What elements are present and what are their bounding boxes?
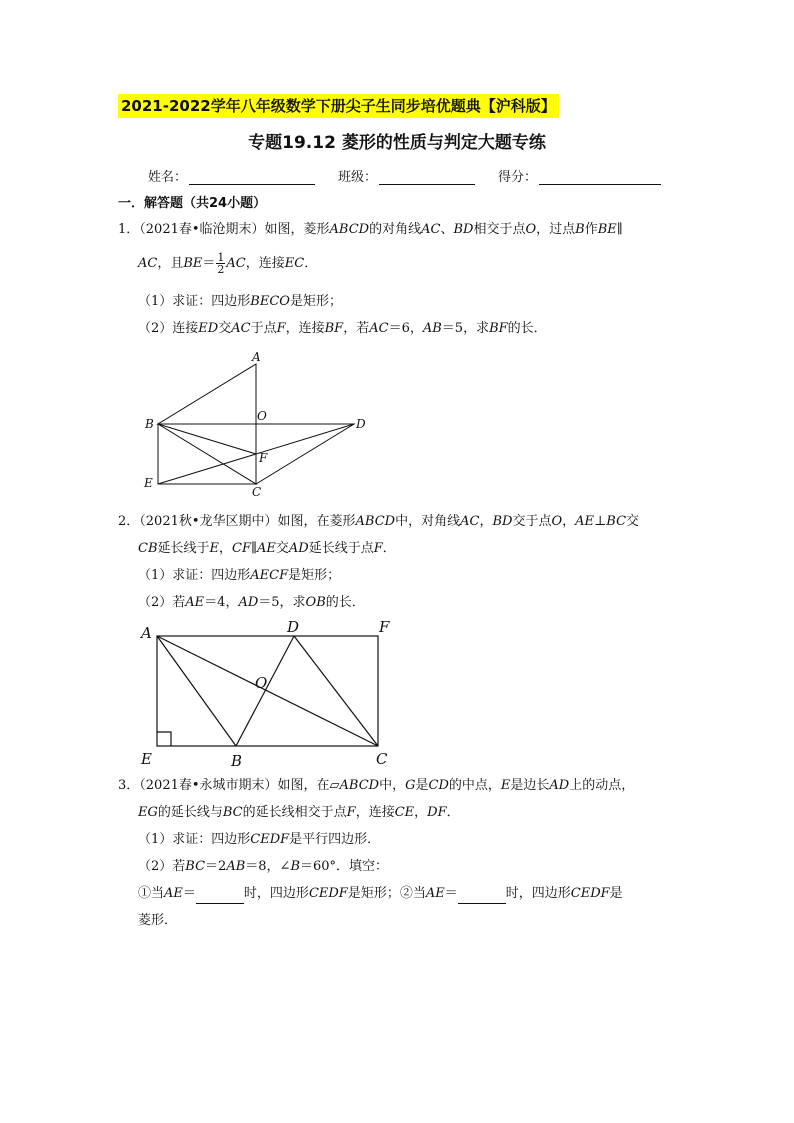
label-b: B (145, 417, 154, 431)
label-f: F (259, 451, 268, 465)
problem-1-question-1: （1）求证：四边形BECO是矩形； (138, 294, 342, 309)
problem-2-line-2: CB延长线于E，CF∥AE交AD延长线于点F． (138, 541, 396, 556)
problem-3-question-1: （1）求证：四边形CEDF是平行四边形． (138, 832, 381, 847)
score-blank (539, 170, 661, 185)
name-field (148, 166, 315, 185)
label-b: B (231, 752, 243, 770)
label-a: A (252, 350, 261, 364)
class-label: 班级： (338, 170, 378, 185)
figure-2-rectangle (135, 618, 405, 770)
label-c: C (252, 485, 262, 499)
problem-2-question-1: （1）求证：四边形AECF是矩形； (138, 568, 341, 583)
label-d: D (287, 618, 300, 636)
problem-3-question-3: ①当AE＝ 时，四边形CEDF是矩形；②当AE＝ 时，四边形CEDF是 (138, 884, 623, 904)
problem-2-line-1: 2．（2021秋•龙华区期中）如图，在菱形ABCD中，对角线AC，BD交于点O，AE⊥BC交 (118, 514, 640, 529)
class-blank (379, 170, 475, 185)
label-o: O (255, 674, 268, 692)
figure-1-rhombus (140, 348, 380, 500)
label-f: F (379, 618, 390, 636)
label-e: E (141, 750, 152, 768)
problem-3-question-3-tail: 菱形． (138, 913, 178, 928)
right-angle-mark (157, 732, 171, 746)
problem-3-line-1: 3．（2021春•永城市期末）如图，在▱ABCD中，G是CD的中点，E是边长AD上的动点， (118, 778, 635, 793)
answer-blank-1[interactable] (196, 889, 244, 904)
section-heading: 一．解答题（共24小题） (118, 196, 267, 211)
label-d: D (356, 417, 366, 431)
fraction-one-half: $\frac{1}{2}$ (217, 251, 225, 276)
problem-3-line-2: EG的延长线与BC的延长线相交于点F，连接CE，DF． (138, 805, 460, 820)
label-o: O (257, 409, 267, 423)
name-label: 姓名： (148, 170, 188, 185)
page-title: 专题19.12 菱形的性质与判定大题专练 (248, 133, 546, 153)
answer-blank-2[interactable] (458, 889, 506, 904)
score-label: 得分： (498, 170, 538, 185)
label-a: A (141, 624, 152, 642)
problem-1-line-2: AC，且BE＝ $\frac{1}{2}$ AC，连接EC． (138, 251, 318, 276)
problem-3-question-2: （2）若BC＝2AB＝8，∠B＝60°．填空： (138, 859, 389, 874)
name-blank (189, 170, 315, 185)
problem-1-line-1: 1．（2021春•临沧期末）如图，菱形ABCD的对角线AC、BD相交于点O，过点B作BE∥ (118, 222, 623, 237)
problem-1-question-2: （2）连接ED交AC于点F，连接BF，若AC＝6，AB＝5，求BF的长． (138, 321, 547, 336)
label-c: C (376, 750, 388, 768)
class-field (338, 166, 475, 185)
header-banner: 2021-2022学年八年级数学下册尖子生同步培优题典【沪科版】 (118, 94, 559, 118)
segment-be-ec (158, 424, 256, 484)
score-field (498, 166, 661, 185)
problem-2-question-2: （2）若AE＝4，AD＝5，求OB的长． (138, 595, 365, 610)
label-e: E (144, 476, 153, 490)
